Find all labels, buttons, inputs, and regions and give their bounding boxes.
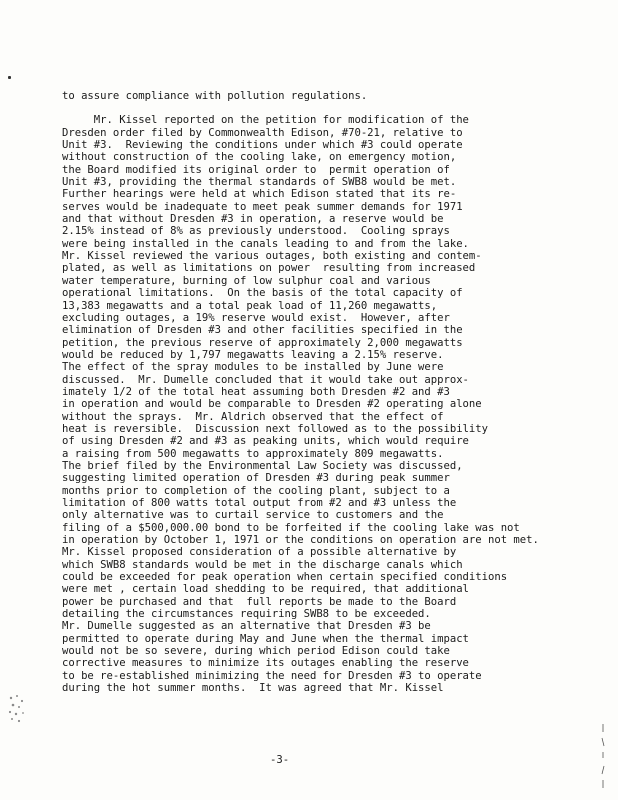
paragraph-line: plated, as well as limitations on power resulting from increased (62, 262, 476, 275)
faded-stamp-mark (5, 692, 31, 726)
paragraph-line: without construction of the cooling lake, on emergency motion, (62, 151, 457, 164)
paragraph-line: were met , certain load shedding to be required, that additional (62, 583, 469, 596)
paragraph-line: only alternative was to curtail service to customers and the (62, 509, 444, 522)
paragraph-line: water temperature, burning of low sulphur coal and various (62, 274, 431, 287)
paragraph-line: to be re-established minimizing the need for Dresden #3 to operate (62, 669, 482, 682)
paragraph-line: 2.15% instead of 8% as previously understood. Cooling sprays (62, 225, 450, 238)
paragraph-line: corrective measures to minimize its outages enabling the reserve (62, 657, 469, 670)
paragraph-line: 13,383 megawatts and a total peak load of 11,260 megawatts, (62, 299, 438, 312)
paragraph-line: petition, the previous reserve of approximately 2,000 megawatts (62, 336, 463, 349)
paragraph-line: Mr. Kissel reported on the petition for modification of the (62, 114, 469, 127)
opening-line: to assure compliance with pollution regulations. (62, 90, 368, 102)
paragraph-line: Mr. Kissel proposed consideration of a possible alternative by (62, 546, 457, 559)
paragraph-line: during the hot summer months. It was agreed that Mr. Kissel (62, 682, 444, 695)
paragraph-line: operational limitations. On the basis of the total capacity of (62, 287, 463, 300)
paragraph-gap (62, 102, 607, 114)
paragraph-line: excluding outages, a 19% reserve would exist. However, after (62, 311, 450, 324)
paragraph-line: imately 1/2 of the total heat assuming both Dresden #2 and #3 (62, 385, 450, 398)
paragraph-line: Unit #3, providing the thermal standards of SWB8 would be met. (62, 176, 457, 189)
paragraph-line: of using Dresden #2 and #3 as peaking units, which would require (62, 435, 469, 448)
document-body (62, 90, 607, 695)
paragraph-line: the Board modified its original order to permit operation of (62, 163, 450, 176)
paragraph-line: in operation and would be comparable to Dresden #2 operating alone (62, 398, 482, 411)
paragraph-line: power be purchased and that full reports be made to the Board (62, 595, 457, 608)
paragraph-line: suggesting limited operation of Dresden #3 during peak summer (62, 472, 450, 485)
paragraph-line: The brief filed by the Environmental Law Society was discussed, (62, 459, 463, 472)
paragraph-line: which SWB8 standards would be met in the discharge canals which (62, 558, 463, 571)
paragraph-line: would be reduced by 1,797 megawatts leaving a 2.15% reserve. (62, 348, 444, 361)
paragraph-line: The effect of the spray modules to be installed by June were (62, 361, 444, 374)
margin-edge-marks (598, 722, 608, 792)
scan-speck (8, 76, 11, 79)
paragraph-line: Unit #3. Reviewing the conditions under which #3 could operate (62, 139, 463, 152)
paragraph-line: without the sprays. Mr. Aldrich observed that the effect of (62, 410, 444, 423)
paragraph-line: would not be so severe, during which period Edison could take (62, 645, 450, 658)
paragraph-line: permitted to operate during May and June when the thermal impact (62, 632, 469, 645)
paragraph-line: elimination of Dresden #3 and other facilities specified in the (62, 324, 463, 337)
paragraph-line: heat is reversible. Discussion next followed as to the possibility (62, 422, 488, 435)
paragraph-line: and that without Dresden #3 in operation, a reserve would be (62, 213, 444, 226)
page-number: -3- (270, 754, 290, 766)
paragraph-line: months prior to completion of the cooling plant, subject to a (62, 484, 450, 497)
paragraph-line: filing of a $500,000.00 bond to be forfeited if the cooling lake was not (62, 521, 520, 534)
paragraph-line: Dresden order filed by Commonwealth Edison, #70-21, relative to (62, 126, 463, 139)
paragraph-line: in operation by October 1, 1971 or the conditions on operation are not met. (62, 534, 539, 547)
paragraph-line: a raising from 500 megawatts to approximately 809 megawatts. (62, 447, 444, 460)
main-paragraph (62, 114, 607, 694)
paragraph-line: could be exceeded for peak operation when certain specified conditions (62, 571, 508, 584)
paragraph-line: limitation of 800 watts total output from #2 and #3 unless the (62, 497, 457, 509)
paragraph-line: Mr. Dumelle suggested as an alternative that Dresden #3 be (62, 620, 431, 633)
paragraph-line: detailing the circumstances requiring SWB8 to be exceeded. (62, 608, 431, 621)
paragraph-line: were being installed in the canals leading to and from the lake. (62, 237, 469, 250)
paragraph-line: serves would be inadequate to meet peak summer demands for 1971 (62, 200, 463, 213)
paragraph-line: Further hearings were held at which Edison stated that its re- (62, 188, 457, 201)
paragraph-line: Mr. Kissel reviewed the various outages, both existing and contem- (62, 250, 482, 263)
paragraph-line: discussed. Mr. Dumelle concluded that it would take out approx- (62, 373, 469, 386)
